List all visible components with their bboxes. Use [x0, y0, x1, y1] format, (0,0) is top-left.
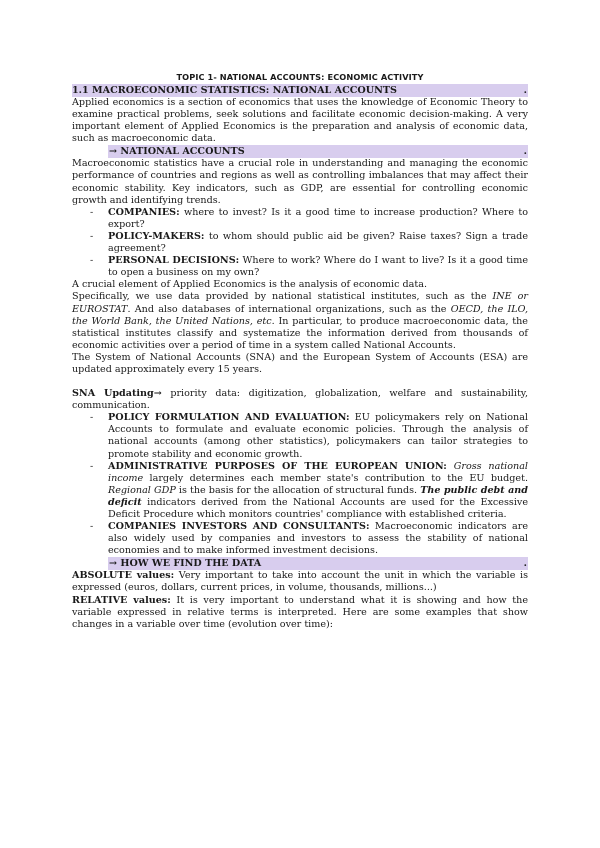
dash-marker: -	[90, 255, 94, 267]
list-item-emphasis: The public debt and deficit	[108, 484, 528, 508]
list-item-text: to whom should public aid be given? Raise taxes? Sign a trade agreement?	[108, 230, 528, 255]
organizations-emphasis: OECD, the ILO, the World Bank, the United Nations, etc	[72, 303, 528, 327]
absolute-values-paragraph	[72, 570, 528, 594]
topic-title: TOPIC 1- NATIONAL ACCOUNTS: ECONOMIC ACTIVITY	[176, 72, 424, 82]
crucial-element-sentence: A crucial element of Applied Economics is the analysis of economic data.	[72, 279, 427, 291]
list-item-text: indicators derived from the National Accounts are used for the Excessive Deficit Procedure which monitors countries' compliance with established criteria.	[108, 496, 528, 520]
section-heading-macroeconomic-statistics	[72, 84, 528, 97]
absolute-values-text: Very important to take into account the unit in which the variable is expressed (euros, dollars, current prices, in volume, thousands, millions...)	[72, 570, 528, 594]
list-item-emphasis: Gross national income	[108, 460, 528, 484]
dash-marker: -	[90, 521, 94, 533]
list-item-text: Where to work? Where do I want to live? Is it a good time to open a business on my own?	[108, 255, 528, 279]
list-item-emphasis: Regional GDP	[108, 484, 176, 496]
sna-esa-paragraph: The System of National Accounts (SNA) and the European System of Accounts (ESA) are updated approximately every 15 years.	[72, 351, 528, 375]
list-item	[72, 255, 528, 279]
list-item-label: ADMINISTRATIVE PURPOSES OF THE EUROPEAN UNION:	[108, 460, 447, 472]
absolute-values-label: ABSOLUTE values:	[72, 570, 175, 582]
data-sources-paragraph	[72, 291, 528, 351]
relative-values-paragraph	[72, 595, 528, 631]
uses-list	[72, 412, 528, 557]
list-item	[72, 412, 528, 460]
list-item-label: POLICY-MAKERS:	[108, 230, 205, 242]
data-sources-text: . In particular, to produce macroeconomic data, the statistical institutes classify and systematize the information derived from thousands of economic activities over a period of time in a system called National Accounts.	[72, 315, 528, 351]
list-item-text: Macroeconomic indicators are also widely used by companies and investors to assess the stability of national economies and to make informed investment decisions.	[108, 521, 528, 557]
sna-updating-text: priority data: digitization, globalization, welfare and sustainability, communication.	[72, 388, 528, 412]
list-item	[72, 231, 528, 255]
list-item	[72, 207, 528, 231]
list-item	[72, 521, 528, 557]
list-item-label: COMPANIES INVESTORS AND CONSULTANTS:	[108, 521, 370, 533]
subheading-text: → HOW WE FIND THE DATA	[109, 558, 262, 570]
list-item-label: PERSONAL DECISIONS:	[108, 255, 240, 267]
dash-marker: -	[90, 230, 94, 242]
list-item-text: is the basis for the allocation of structural funds.	[175, 484, 421, 496]
dash-marker: -	[90, 412, 94, 424]
macro-statistics-paragraph: Macroeconomic statistics have a crucial role in understanding and managing the economic performance of countries and regions as well as controlling imbalances that may affect their economic stability. Key indicators, such as GDP, are essential for controlling economic growth and identifying trends.	[72, 158, 528, 206]
list-item-text: where to invest? Is it a good time to increase production? Where to export?	[108, 206, 528, 230]
sna-updating-label: SNA Updating→	[72, 388, 162, 400]
data-sources-text: Specifically, we use data provided by national statistical institutes, such as the	[72, 291, 493, 303]
dash-marker: -	[90, 206, 94, 218]
data-sources-text: . And also databases of international organizations, such as the	[127, 303, 451, 315]
institutes-emphasis: INE or EUROSTAT	[72, 291, 528, 315]
subheading-how-we-find-the-data	[108, 557, 528, 570]
list-item	[72, 461, 528, 521]
list-item-text: largely determines each member state's contribution to the EU budget.	[143, 472, 528, 484]
subheading-text: → NATIONAL ACCOUNTS	[109, 146, 245, 158]
subheading-national-accounts	[108, 145, 528, 158]
document-page	[72, 70, 528, 631]
intro-paragraph: Applied economics is a section of economics that uses the knowledge of Economic Theory to examine practical problems, seek solutions and facilitate economic decision-making. A very important element of Applied Economics is the preparation and analysis of economic data, such as macroeconomic data.	[72, 97, 528, 145]
relative-values-text: It is very important to understand what it is showing and how the variable expressed in relative terms is interpreted. Here are some examples that show changes in a variable over time (evolution over time):	[72, 594, 528, 630]
decision-makers-list	[72, 207, 528, 280]
list-item-label: COMPANIES:	[108, 206, 180, 218]
heading-dot: .	[523, 558, 527, 570]
relative-values-label: RELATIVE values:	[72, 594, 171, 606]
section-heading-text: 1.1 MACROECONOMIC STATISTICS: NATIONAL ACCOUNTS	[72, 85, 397, 96]
heading-dot: .	[523, 85, 527, 96]
list-item-label: POLICY FORMULATION AND EVALUATION:	[108, 412, 350, 424]
sna-updating-paragraph	[72, 388, 528, 412]
blank-line	[72, 376, 528, 388]
list-item-text: EU policymakers rely on National Accounts to formulate and evaluate economic policies. Through the analysis of national accounts (among other statistics), policymakers can tailor strategies to promote stability and economic growth.	[108, 412, 528, 460]
dash-marker: -	[90, 460, 94, 472]
heading-dot: .	[523, 146, 527, 158]
